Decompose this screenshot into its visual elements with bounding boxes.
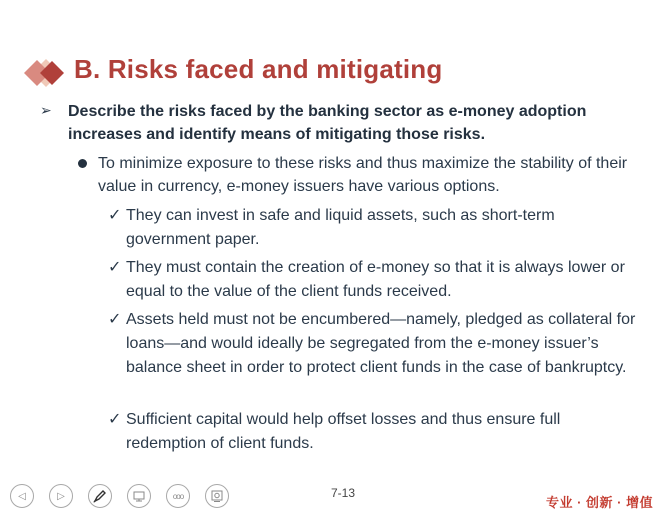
more-options-button[interactable] bbox=[166, 484, 190, 508]
check-icon: ✓ bbox=[108, 311, 122, 328]
page-number: 7-13 bbox=[331, 486, 356, 500]
previous-slide-button[interactable] bbox=[10, 484, 34, 508]
level1-text: Describe the risks faced by the banking sector as e-money adoption increases and identify means of mitigating those risks. bbox=[68, 103, 587, 143]
check-text: They can invest in safe and liquid assets, such as short-term government paper. bbox=[126, 207, 555, 248]
pen-icon bbox=[93, 489, 107, 503]
check-icon: ✓ bbox=[108, 207, 122, 224]
title-diamond-icon bbox=[18, 56, 66, 90]
round-bullet-icon bbox=[78, 159, 87, 168]
next-slide-button[interactable] bbox=[49, 484, 73, 508]
more-icon: ooo bbox=[172, 491, 184, 501]
zoom-view-button[interactable] bbox=[205, 484, 229, 508]
check-text: Sufficient capital would help offset losses and thus ensure full redemption of client funds. bbox=[126, 411, 561, 452]
slides-icon bbox=[132, 489, 146, 503]
check-icon: ✓ bbox=[108, 259, 122, 276]
pen-tool-button[interactable] bbox=[88, 484, 112, 508]
slide-view-button[interactable] bbox=[127, 484, 151, 508]
check-icon: ✓ bbox=[108, 411, 122, 428]
slide-title: B. Risks faced and mitigating bbox=[74, 54, 443, 84]
left-arrow-icon: ◁ bbox=[18, 490, 26, 502]
right-arrow-icon: ▷ bbox=[57, 490, 65, 502]
level2-text: To minimize exposure to these risks and thus maximize the stability of their value in currency, e-money issuers have various options. bbox=[98, 155, 628, 195]
check-text: They must contain the creation of e-money so that it is always lower or equal to the value of the client funds received. bbox=[126, 259, 625, 300]
grid-view-icon bbox=[210, 489, 224, 503]
arrow-bullet-icon: ➢ bbox=[40, 102, 52, 118]
check-text: Assets held must not be encumbered—namely, pledged as collateral for loans—and would ideally be segregated from the e-money issuer’s balance sheet in order to protect client funds in the case of bankruptcy. bbox=[126, 311, 636, 376]
brand-slogan: 专业 · 创新 · 增值 bbox=[546, 495, 654, 510]
